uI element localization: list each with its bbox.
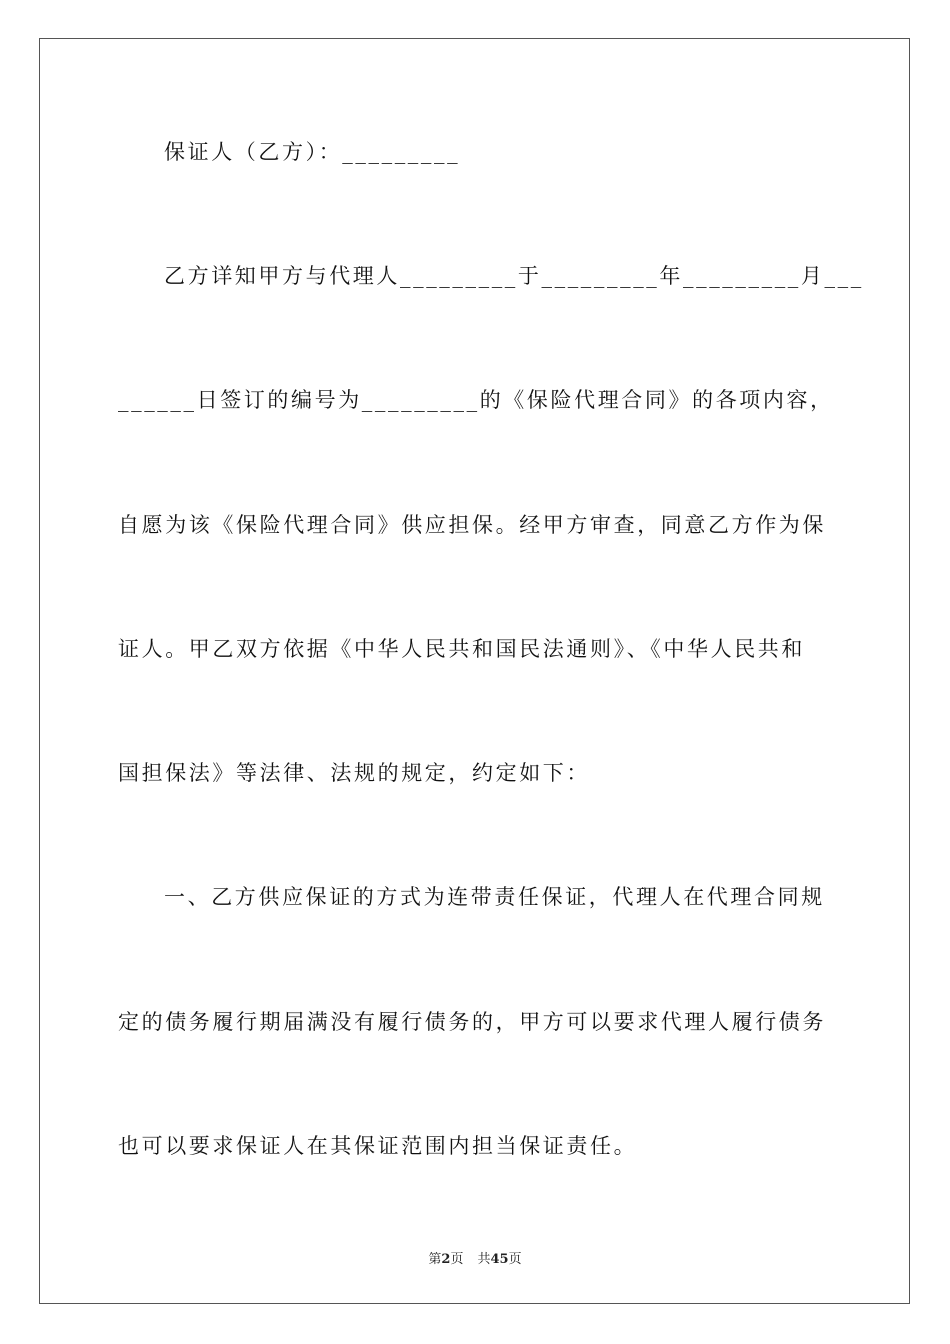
page-footer <box>0 1248 950 1267</box>
paragraph-line: 乙方详知甲方与代理人_________于_________年_________月___ <box>164 264 864 288</box>
total-pages: 45 <box>490 1252 509 1267</box>
total-prefix: 共 <box>477 1252 491 1267</box>
paragraph-line: 自愿为该《保险代理合同》供应担保。经甲方审查，同意乙方作为保 <box>118 513 826 537</box>
page-suffix: 页 <box>450 1252 464 1267</box>
paragraph-line: ______日签订的编号为_________的《保险代理合同》的各项内容， <box>118 388 834 412</box>
clause-line: 一、乙方供应保证的方式为连带责任保证，代理人在代理合同规 <box>164 885 825 909</box>
paragraph-line: 证人。甲乙双方依据《中华人民共和国民法通则》、《中华人民共和 <box>118 637 805 661</box>
clause-line: 定的债务履行期届满没有履行债务的，甲方可以要求代理人履行债务 <box>118 1010 826 1034</box>
guarantor-line: 保证人（乙方）：_________ <box>164 140 461 164</box>
clause-line: 也可以要求保证人在其保证范围内担当保证责任。 <box>118 1134 638 1158</box>
page-prefix: 第 <box>428 1252 442 1267</box>
paragraph-line: 国担保法》等法律、法规的规定，约定如下： <box>118 761 590 785</box>
page-frame <box>39 38 910 1304</box>
total-suffix: 页 <box>508 1252 522 1267</box>
page-number: 2 <box>441 1252 451 1267</box>
